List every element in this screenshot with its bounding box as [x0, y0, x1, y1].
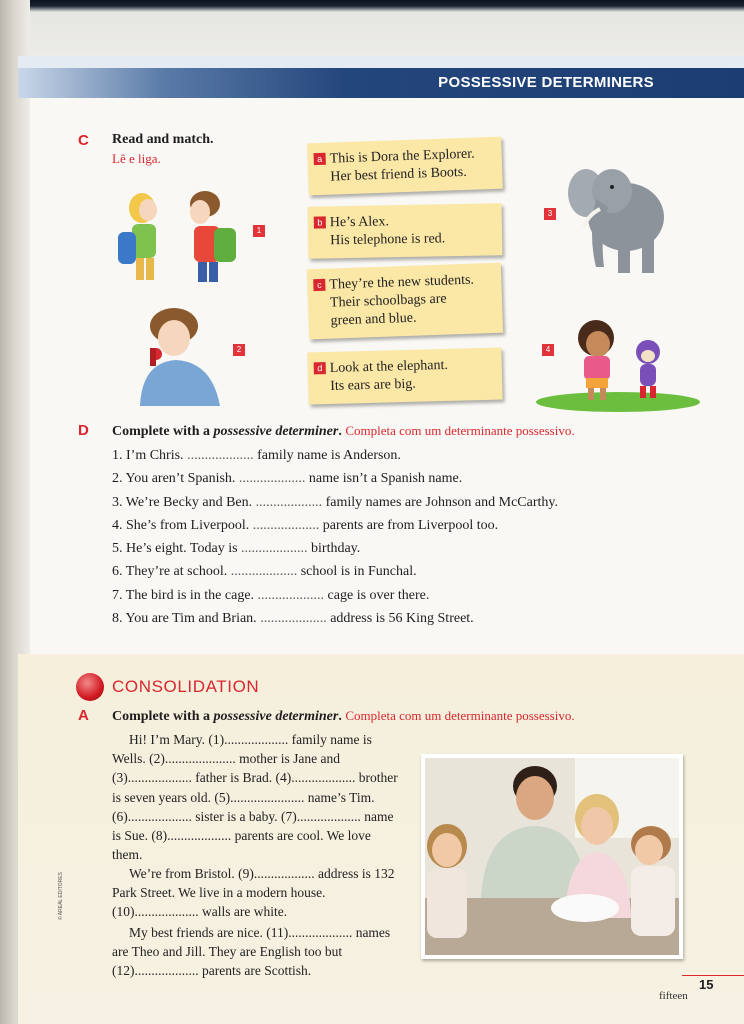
section-d-instruction-prefix: Complete with a [112, 424, 214, 439]
item-text-before: 2. You aren’t Spanish. [112, 471, 239, 487]
page-number-word: fifteen [659, 990, 688, 1002]
item-text-before: 4. She’s from Liverpool. [112, 517, 253, 533]
item-text-after: parents are from Liverpool too. [319, 517, 499, 533]
item-text-after: cage is over there. [324, 587, 430, 603]
item-text-after: family names are Johnson and McCarthy. [322, 494, 558, 510]
item-text-before: 3. We’re Becky and Ben. [112, 494, 256, 510]
item-text-before: 8. You are Tim and Brian. [112, 611, 261, 627]
note-d-line-1: Look at the elephant. [329, 357, 449, 376]
section-d-instruction-suffix: . [338, 424, 342, 439]
consolidation-a-letter: A [78, 707, 89, 724]
list-item [112, 584, 672, 607]
answer-blank[interactable]: ................... [238, 471, 306, 487]
list-item [112, 537, 672, 560]
note-d [307, 347, 502, 404]
note-c-line-3: green and blue. [330, 310, 417, 329]
note-a [307, 137, 503, 196]
page-number: 15 [699, 977, 714, 992]
list-item [112, 491, 672, 514]
item-text-after: name isn’t a Spanish name. [305, 471, 463, 487]
note-c-label: c [313, 279, 325, 291]
picture-number-2: 2 [233, 344, 245, 356]
picture-number-1: 1 [253, 225, 265, 237]
boy-on-telephone-icon [136, 304, 226, 406]
answer-blank[interactable]: ................... [241, 541, 308, 557]
section-d-letter: D [78, 422, 89, 439]
section-c-instruction: Read and match. [112, 132, 214, 147]
answer-blank[interactable]: ................... [252, 517, 320, 533]
header-band [18, 56, 744, 68]
note-c-line-1: They’re the new students. [329, 272, 475, 293]
section-d-instruction-pt: Completa com um determinante possessivo. [345, 423, 575, 438]
note-d-line-2: Its ears are big. [330, 376, 416, 394]
page-number-rule [682, 975, 744, 976]
list-item [112, 560, 672, 583]
consolidation-paragraph-3: My best friends are nice. (11)................... names are Theo and Jill. They are English too but (12)................... parents are Scottish. [112, 925, 391, 979]
title-bar [18, 68, 744, 98]
note-c [307, 263, 503, 340]
section-c-letter: C [78, 132, 89, 149]
item-text-before: 5. He’s eight. Today is [112, 541, 242, 557]
section-d-instruction-em: possessive determiner [213, 424, 339, 439]
picture-number-3: 3 [544, 208, 556, 220]
section-d-list [112, 444, 672, 630]
answer-blank[interactable]: ................... [260, 611, 327, 627]
note-b-line-2: His telephone is red. [330, 231, 446, 249]
consolidation-paragraph-1: Hi! I’m Mary. (1)................... family name is Wells. (2)..................... mother is Jane and (3)................... father is Brad. (4)................... brother is seven years old. (5)...................... name’s Tim. (6)................... sister is a baby. (7)................... name is Sue. (8)................... parents are cool. We love them. [112, 732, 398, 863]
note-b-line-1: He’s Alex. [329, 214, 390, 231]
item-text-before: 7. The bird is in the cage. [112, 587, 258, 603]
consolidation-title: CONSOLIDATION [112, 677, 260, 696]
answer-blank[interactable]: ................... [257, 587, 325, 603]
answer-blank[interactable]: ................... [230, 564, 298, 580]
family-photo-icon [421, 754, 683, 959]
list-item [112, 444, 672, 467]
page-title: POSSESSIVE DETERMINERS [438, 74, 654, 91]
note-a-line-2: Her best friend is Boots. [330, 164, 468, 185]
dora-and-boots-icon [534, 316, 700, 412]
note-a-label: a [313, 153, 325, 165]
list-item [112, 467, 672, 490]
item-text-after: address is 56 King Street. [326, 611, 474, 627]
item-text-after: school is in Funchal. [297, 564, 417, 580]
consolidation-instruction-em: possessive determiner [213, 709, 339, 724]
item-text-before: 1. I’m Chris. [112, 448, 188, 463]
note-b [308, 203, 503, 258]
note-a-line-1: This is Dora the Explorer. [329, 146, 475, 167]
copyright-text: © AREAL EDITORES [58, 872, 64, 920]
note-d-label: d [314, 362, 326, 374]
scan-top-strip [0, 0, 744, 56]
consolidation-paragraph-2: We’re from Bristol. (9).................. address is 132 Park Street. We live in a modern house. (10)................... walls are white. [112, 866, 395, 920]
consolidation-ball-icon [76, 673, 104, 701]
answer-blank[interactable]: ................... [255, 494, 323, 510]
consolidation-instruction-pt: Completa com um determinante possessivo. [345, 708, 575, 723]
section-d-instruction [112, 423, 575, 440]
list-item [112, 514, 672, 537]
list-item [112, 607, 672, 630]
consolidation-instruction [112, 708, 575, 725]
item-text-before: 6. They’re at school. [112, 564, 231, 580]
consolidation-instruction-prefix: Complete with a [112, 709, 214, 724]
item-text-after: birthday. [307, 541, 361, 557]
note-c-line-2: Their schoolbags are [329, 291, 447, 311]
consolidation-instruction-suffix: . [338, 709, 342, 724]
answer-blank[interactable]: ................... [187, 448, 254, 463]
two-children-talking-icon [110, 186, 260, 286]
item-text-after: family name is Anderson. [253, 448, 401, 463]
note-b-label: b [314, 216, 326, 228]
section-c-instruction-pt: Lê e liga. [112, 151, 161, 166]
elephant-icon [566, 155, 670, 277]
picture-number-4: 4 [542, 344, 554, 356]
